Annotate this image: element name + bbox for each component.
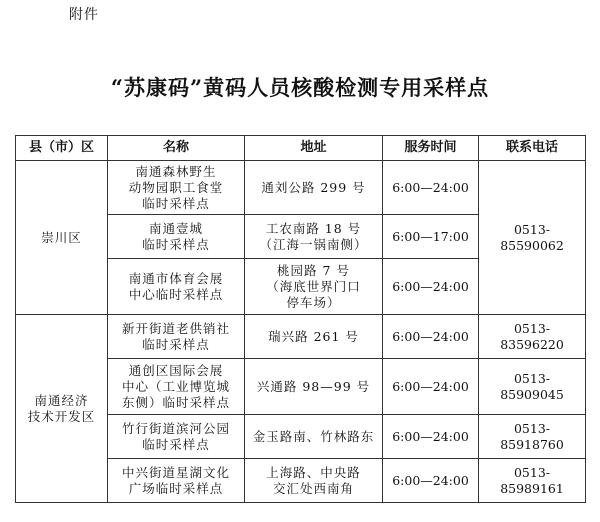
site-name-cell: 南通市体育会展 中心临时采样点 xyxy=(108,259,245,315)
service-hours-cell: 6:00—24:00 xyxy=(383,161,479,215)
site-address-cell: 工农南路 18 号 （江海一锅南侧） xyxy=(245,215,383,259)
phone-cell: 0513-83596220 xyxy=(479,315,586,359)
attachment-label: 附件 xyxy=(69,7,99,23)
site-address-cell: 通刘公路 299 号 xyxy=(245,161,383,215)
site-address-cell: 瑞兴路 261 号 xyxy=(245,315,383,359)
site-address-cell: 兴通路 98—99 号 xyxy=(245,359,383,415)
table-header-row xyxy=(16,136,586,161)
site-name-cell: 中兴街道星湖文化 广场临时采样点 xyxy=(108,459,245,503)
table-row xyxy=(16,315,586,359)
site-name-cell: 竹行街道滨河公园 临时采样点 xyxy=(108,415,245,459)
header-address: 地址 xyxy=(245,136,383,161)
service-hours-cell: 6:00—24:00 xyxy=(383,359,479,415)
site-address-cell: 金玉路南、竹林路东 xyxy=(245,415,383,459)
site-name-cell: 南通森林野生 动物园职工食堂 临时采样点 xyxy=(108,161,245,215)
site-name-cell: 新开街道老供销社 临时采样点 xyxy=(108,315,245,359)
site-name-cell: 南通壹城 临时采样点 xyxy=(108,215,245,259)
service-hours-cell: 6:00—24:00 xyxy=(383,259,479,315)
site-name-cell: 通创区国际会展 中心（工业博览城 东侧）临时采样点 xyxy=(108,359,245,415)
service-hours-cell: 6:00—24:00 xyxy=(383,415,479,459)
service-hours-cell: 6:00—24:00 xyxy=(383,315,479,359)
district-cell: 南通经济 技术开发区 xyxy=(16,315,108,503)
phone-cell: 0513-85989161 xyxy=(479,459,586,503)
header-name: 名称 xyxy=(108,136,245,161)
header-phone: 联系电话 xyxy=(479,136,586,161)
table-row xyxy=(16,161,586,215)
district-cell: 崇川区 xyxy=(16,161,108,315)
service-hours-cell: 6:00—17:00 xyxy=(383,215,479,259)
sampling-sites-table xyxy=(15,135,586,503)
service-hours-cell: 6:00—24:00 xyxy=(383,459,479,503)
page-title: “苏康码”黄码人员核酸检测专用采样点 xyxy=(110,75,490,100)
site-address-cell: 桃园路 7 号 （海底世界门口 停车场） xyxy=(245,259,383,315)
phone-cell: 0513-85918760 xyxy=(479,415,586,459)
header-hours: 服务时间 xyxy=(383,136,479,161)
site-address-cell: 上海路、中央路 交汇处西南角 xyxy=(245,459,383,503)
phone-cell: 0513-85909045 xyxy=(479,359,586,415)
phone-cell: 0513-85590062 xyxy=(479,161,586,315)
header-district: 县（市）区 xyxy=(16,136,108,161)
